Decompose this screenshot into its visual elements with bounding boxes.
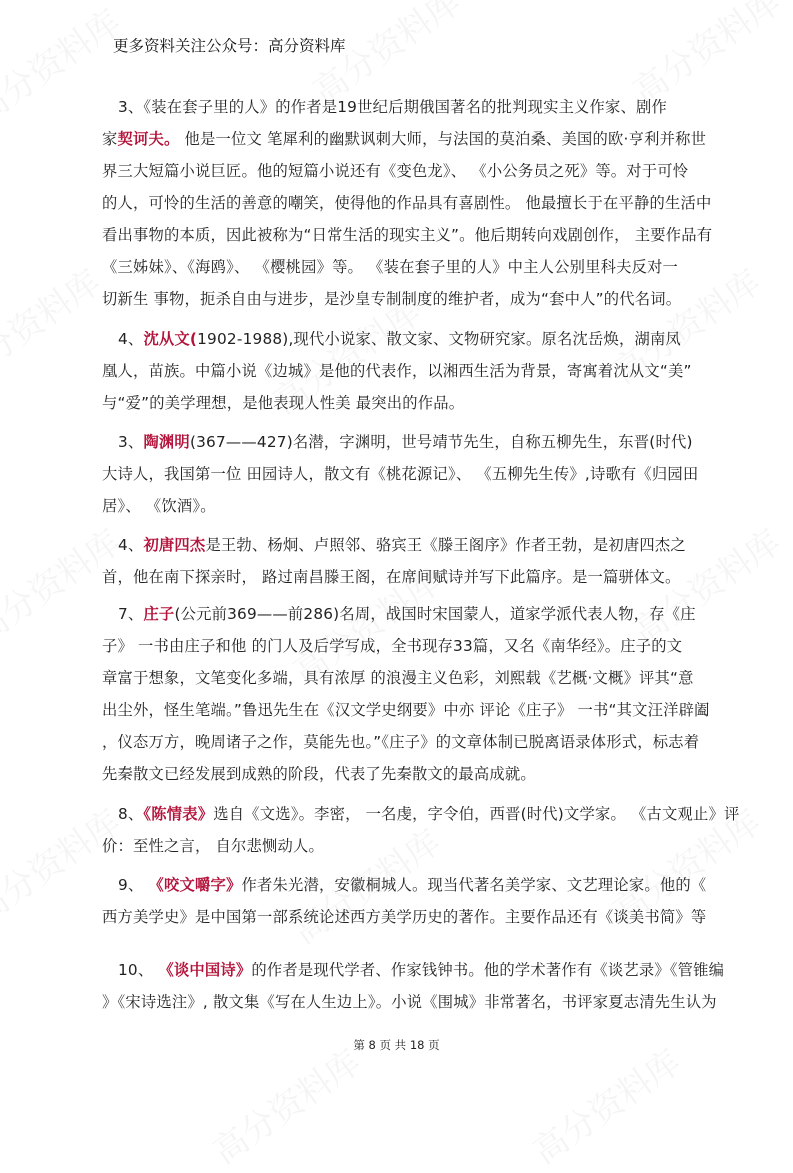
- text-line: [102, 694, 727, 726]
- text-segment: 的作者是现代学者、作家钱钟书。他的学术著作有《谈艺录》《管锥编: [251, 961, 725, 979]
- text-line: [102, 458, 727, 490]
- text-segment: ，仪态万方，晚周诸子之作，莫能先也。”《庄子》的文章体制已脱离语录体形式，标志着: [102, 733, 700, 751]
- text-line: [102, 630, 727, 662]
- text-line: [102, 283, 727, 315]
- text-segment: (367——427)名潜，字渊明，世号靖节先生，自称五柳先生，东晋(时代): [189, 433, 693, 451]
- highlighted-term: 《陈情表》: [143, 805, 214, 823]
- highlighted-term: 契诃夫。: [117, 130, 180, 148]
- text-line: [102, 387, 727, 419]
- text-segment: 切新生 事物，扼杀自由与进步，是沙皇专制制度的维护者，成为“套中人”的代名词。: [102, 290, 682, 308]
- text-line: [102, 830, 727, 862]
- text-segment: 先秦散文已经发展到成熟的阶段，代表了先秦散文的最高成就。: [102, 765, 536, 783]
- highlighted-term: 沈从文(: [143, 330, 198, 348]
- text-segment: 界三大短篇小说巨匠。他的短篇小说还有《变色龙》、 《小公务员之死》等。对于可怜: [102, 162, 689, 180]
- text-segment: 》《宋诗选注》, 散文集《写在人生边上》。小说《围城》非常著名，书评家夏志清先生认为: [102, 993, 717, 1011]
- text-segment: 4、: [118, 330, 144, 348]
- text-line: [102, 798, 740, 830]
- document-body: [102, 91, 740, 1018]
- text-line: [102, 323, 727, 355]
- page-footer: 第 8 页 共 18 页: [353, 1038, 440, 1052]
- text-line: [102, 954, 727, 986]
- paragraph: [102, 529, 727, 593]
- text-line: [102, 869, 727, 901]
- text-segment: 10、: [118, 961, 159, 979]
- text-line: [102, 155, 727, 187]
- text-segment: 的人，可怜的生活的善意的嘲笑，使得他的作品具有喜剧性。 他最擅长于在平静的生活中: [102, 194, 712, 212]
- highlighted-term: 庄子: [143, 605, 175, 623]
- text-line: [102, 529, 727, 561]
- text-line: [102, 561, 727, 593]
- text-segment: 1902-1988),现代小说家、散文家、文物研究家。原名沈岳焕，湖南凤: [197, 330, 681, 348]
- text-segment: 家: [102, 130, 118, 148]
- paragraph: [102, 91, 727, 315]
- text-line: [102, 187, 727, 219]
- text-segment: 《三姊妹》、《海鸥》、 《樱桃园》等。 《装在套子里的人》中主人公别里科夫反对一: [102, 258, 679, 276]
- text-line: [102, 901, 727, 933]
- text-segment: (公元前369——前286)名周，战国时宋国蒙人，道家学派代表人物，存《庄: [174, 605, 696, 623]
- text-segment: 是王勃、杨炯、卢照邻、骆宾王《滕王阁序》作者王勃，是初唐四杰之: [205, 536, 686, 554]
- text-segment: 9、: [118, 876, 149, 894]
- text-line: [102, 123, 727, 155]
- text-segment: 子》 一书由庄子和他 的门人及后学写成，全书现存33篇，又名《南华经》。庄子的文: [102, 637, 683, 655]
- text-segment: 选自《文选》。李密， 一名虔，字令伯，西晋(时代)文学家。 《古文观止》评: [213, 805, 740, 823]
- highlighted-term: 《咬文嚼字》: [148, 876, 242, 894]
- text-segment: 8、: [118, 805, 144, 823]
- text-segment: 凰人，苗族。中篇小说《边城》是他的代表作，以湘西生活为背景，寄寓着沈从文“美”: [102, 362, 692, 380]
- text-line: [102, 219, 727, 251]
- highlighted-term: 《谈中国诗》: [158, 961, 252, 979]
- page-header: 更多资料关注公众号：高分资料库: [113, 37, 346, 55]
- watermark-text: [201, 1036, 368, 1173]
- text-segment: 价：至性之言， 自尔悲恻动人。: [102, 837, 325, 855]
- text-segment: 7、: [118, 605, 144, 623]
- text-segment: 首，他在南下探亲时， 路过南昌滕王阁，在席间赋诗并写下此篇序。是一篇骈体文。: [102, 568, 681, 586]
- text-segment: 与“爱”的美学理想，是他表现人性美 最突出的作品。: [102, 394, 465, 412]
- text-segment: 大诗人，我国第一位 田园诗人，散文有《桃花源记》、 《五柳先生传》,诗歌有《归园田: [102, 465, 699, 483]
- highlighted-term: 陶渊明: [143, 433, 190, 451]
- watermark-text: [521, 1036, 688, 1173]
- text-line: [102, 426, 727, 458]
- paragraph: [102, 869, 727, 933]
- text-segment: 出尘外，怪生笔端。”鲁迅先生在《汉文学史纲要》中亦 评论《庄子》 一书“其文汪洋辟阖: [102, 701, 710, 719]
- text-segment: 看出事物的本质，因此被称为“日常生活的现实主义”。他后期转向戏剧创作， 主要作品有: [102, 226, 713, 244]
- highlighted-term: 初唐四杰: [143, 536, 206, 554]
- paragraph: [102, 426, 727, 522]
- text-line: [102, 598, 727, 630]
- text-segment: 3、: [118, 433, 144, 451]
- text-line: [102, 726, 727, 758]
- text-segment: 3、《装在套子里的人》的作者是19世纪后期俄国著名的批判现实主义作家、剧作: [118, 98, 668, 116]
- text-segment: 章富于想象，文笔变化多端，具有浓厚 的浪漫主义色彩，刘熙载《艺概·文概》评其“意: [102, 669, 694, 687]
- text-line: [102, 355, 727, 387]
- text-line: [102, 662, 727, 694]
- text-line: [102, 251, 727, 283]
- text-segment: 西方美学史》是中国第一部系统论述西方美学历史的著作。主要作品还有《谈美书简》等: [102, 908, 707, 926]
- paragraph: [102, 598, 727, 790]
- paragraph: [102, 954, 727, 1018]
- text-segment: 居》、 《饮酒》。: [102, 497, 216, 515]
- text-line: [102, 986, 727, 1018]
- text-segment: 作者朱光潜，安徽桐城人。现当代著名美学家、文艺理论家。他的《: [241, 876, 707, 894]
- text-segment: 他是一位文 笔犀利的幽默讽刺大师，与法国的莫泊桑、美国的欧·亨利并称世: [179, 130, 707, 148]
- text-line: [102, 490, 727, 522]
- text-line: [102, 91, 727, 123]
- paragraph: [102, 323, 727, 419]
- watermark-text: [0, 256, 109, 394]
- paragraph: [102, 798, 740, 862]
- text-segment: 4、: [118, 536, 144, 554]
- text-line: [102, 758, 727, 790]
